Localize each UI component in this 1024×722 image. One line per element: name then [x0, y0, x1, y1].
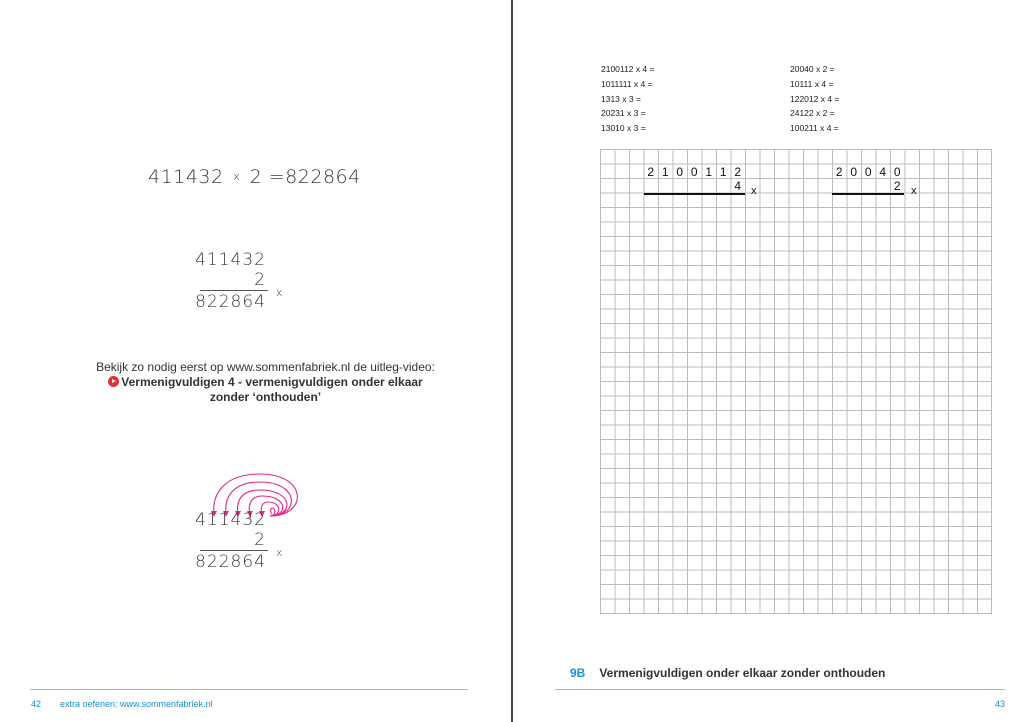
footer-rule-left [30, 689, 468, 690]
calc-2-rule [832, 193, 904, 195]
calc-1-multiplier: 4 [734, 179, 742, 193]
inline-operator: x [233, 170, 241, 183]
column-example [195, 250, 283, 320]
digit: 2 [734, 165, 742, 179]
arrow-operator: x [276, 546, 283, 559]
calc-1-operator: x [751, 185, 757, 197]
digit: 2 [647, 165, 655, 179]
exercise-item: 10111 x 4 = [790, 78, 834, 89]
chapter-heading [570, 666, 885, 680]
left-page [0, 0, 511, 722]
digit: 0 [690, 165, 698, 179]
calc-1-digits [644, 165, 746, 179]
inline-factor: 411432 [148, 166, 224, 188]
calc-2-multiplier-cell [890, 179, 905, 193]
video-intro-text: Bekijk zo nodig eerst op www.sommenfabriek.nl de uitleg-video: [96, 360, 435, 374]
exercise-item: 24122 x 2 = [790, 108, 835, 119]
digit: 0 [864, 165, 872, 179]
column-operator: x [276, 286, 283, 299]
exercise-item: 100211 x 4 = [790, 123, 839, 134]
column-rule [200, 290, 268, 291]
exercise-item: 1011111 x 4 = [601, 78, 653, 89]
exercise-item: 20040 x 2 = [790, 64, 835, 74]
calc-2-operator: x [911, 185, 917, 197]
arrow-top-number: 411432 [195, 510, 266, 530]
digit: 4 [879, 165, 887, 179]
footer-rule-right [555, 689, 1005, 690]
inline-example [148, 166, 361, 188]
exercise-item: 20231 x 3 = [601, 108, 646, 119]
inline-equals: = [268, 166, 286, 188]
digit: 1 [705, 165, 713, 179]
right-page [513, 0, 1024, 722]
arrow-multiplier: 2 [254, 530, 266, 550]
video-reference [60, 360, 471, 405]
exercise-item: 122012 x 4 = [790, 93, 840, 104]
video-link[interactable] [60, 375, 471, 390]
answer-grid[interactable] [600, 149, 992, 614]
digit: 0 [893, 165, 901, 179]
footer-link[interactable]: extra oefenen: www.sommenfabriek.nl [60, 699, 213, 709]
calc-2-digits [832, 165, 905, 179]
exercise-list-1 [601, 62, 655, 136]
exercise-item: 13010 x 3 = [601, 123, 646, 134]
digit: 0 [676, 165, 684, 179]
inline-multiplier: 2 [249, 166, 263, 188]
video-title-line1[interactable]: Vermenigvuldigen 4 - vermenigvuldigen onder elkaar [121, 375, 423, 389]
calc-1-multiplier-cell [731, 179, 746, 193]
play-icon[interactable] [108, 376, 119, 387]
digit: 2 [835, 165, 843, 179]
page-number-right: 43 [995, 699, 1006, 709]
digit: 1 [661, 165, 669, 179]
digit: 1 [719, 165, 727, 179]
exercise-item: 2100112 x 4 = [601, 64, 655, 74]
exercise-item: 1313 x 3 = [601, 93, 641, 104]
column-top-number: 411432 [195, 250, 266, 270]
column-result: 822864 [195, 292, 266, 312]
calc-2-multiplier: 2 [893, 179, 901, 193]
chapter-title: Vermenigvuldigen onder elkaar zonder onthouden [599, 666, 886, 680]
chapter-code: 9B [570, 666, 586, 680]
arrow-result: 822864 [195, 552, 266, 572]
exercise-list-2 [790, 62, 839, 136]
arrow-column-example [195, 510, 283, 580]
calc-1-rule [644, 193, 745, 195]
page-number-left: 42 [31, 699, 42, 709]
column-multiplier: 2 [254, 270, 266, 290]
video-title-line2[interactable]: zonder ‘onthouden’ [209, 390, 322, 404]
digit: 0 [850, 165, 858, 179]
arrow-column-rule [200, 550, 268, 551]
inline-result: 822864 [285, 166, 361, 188]
